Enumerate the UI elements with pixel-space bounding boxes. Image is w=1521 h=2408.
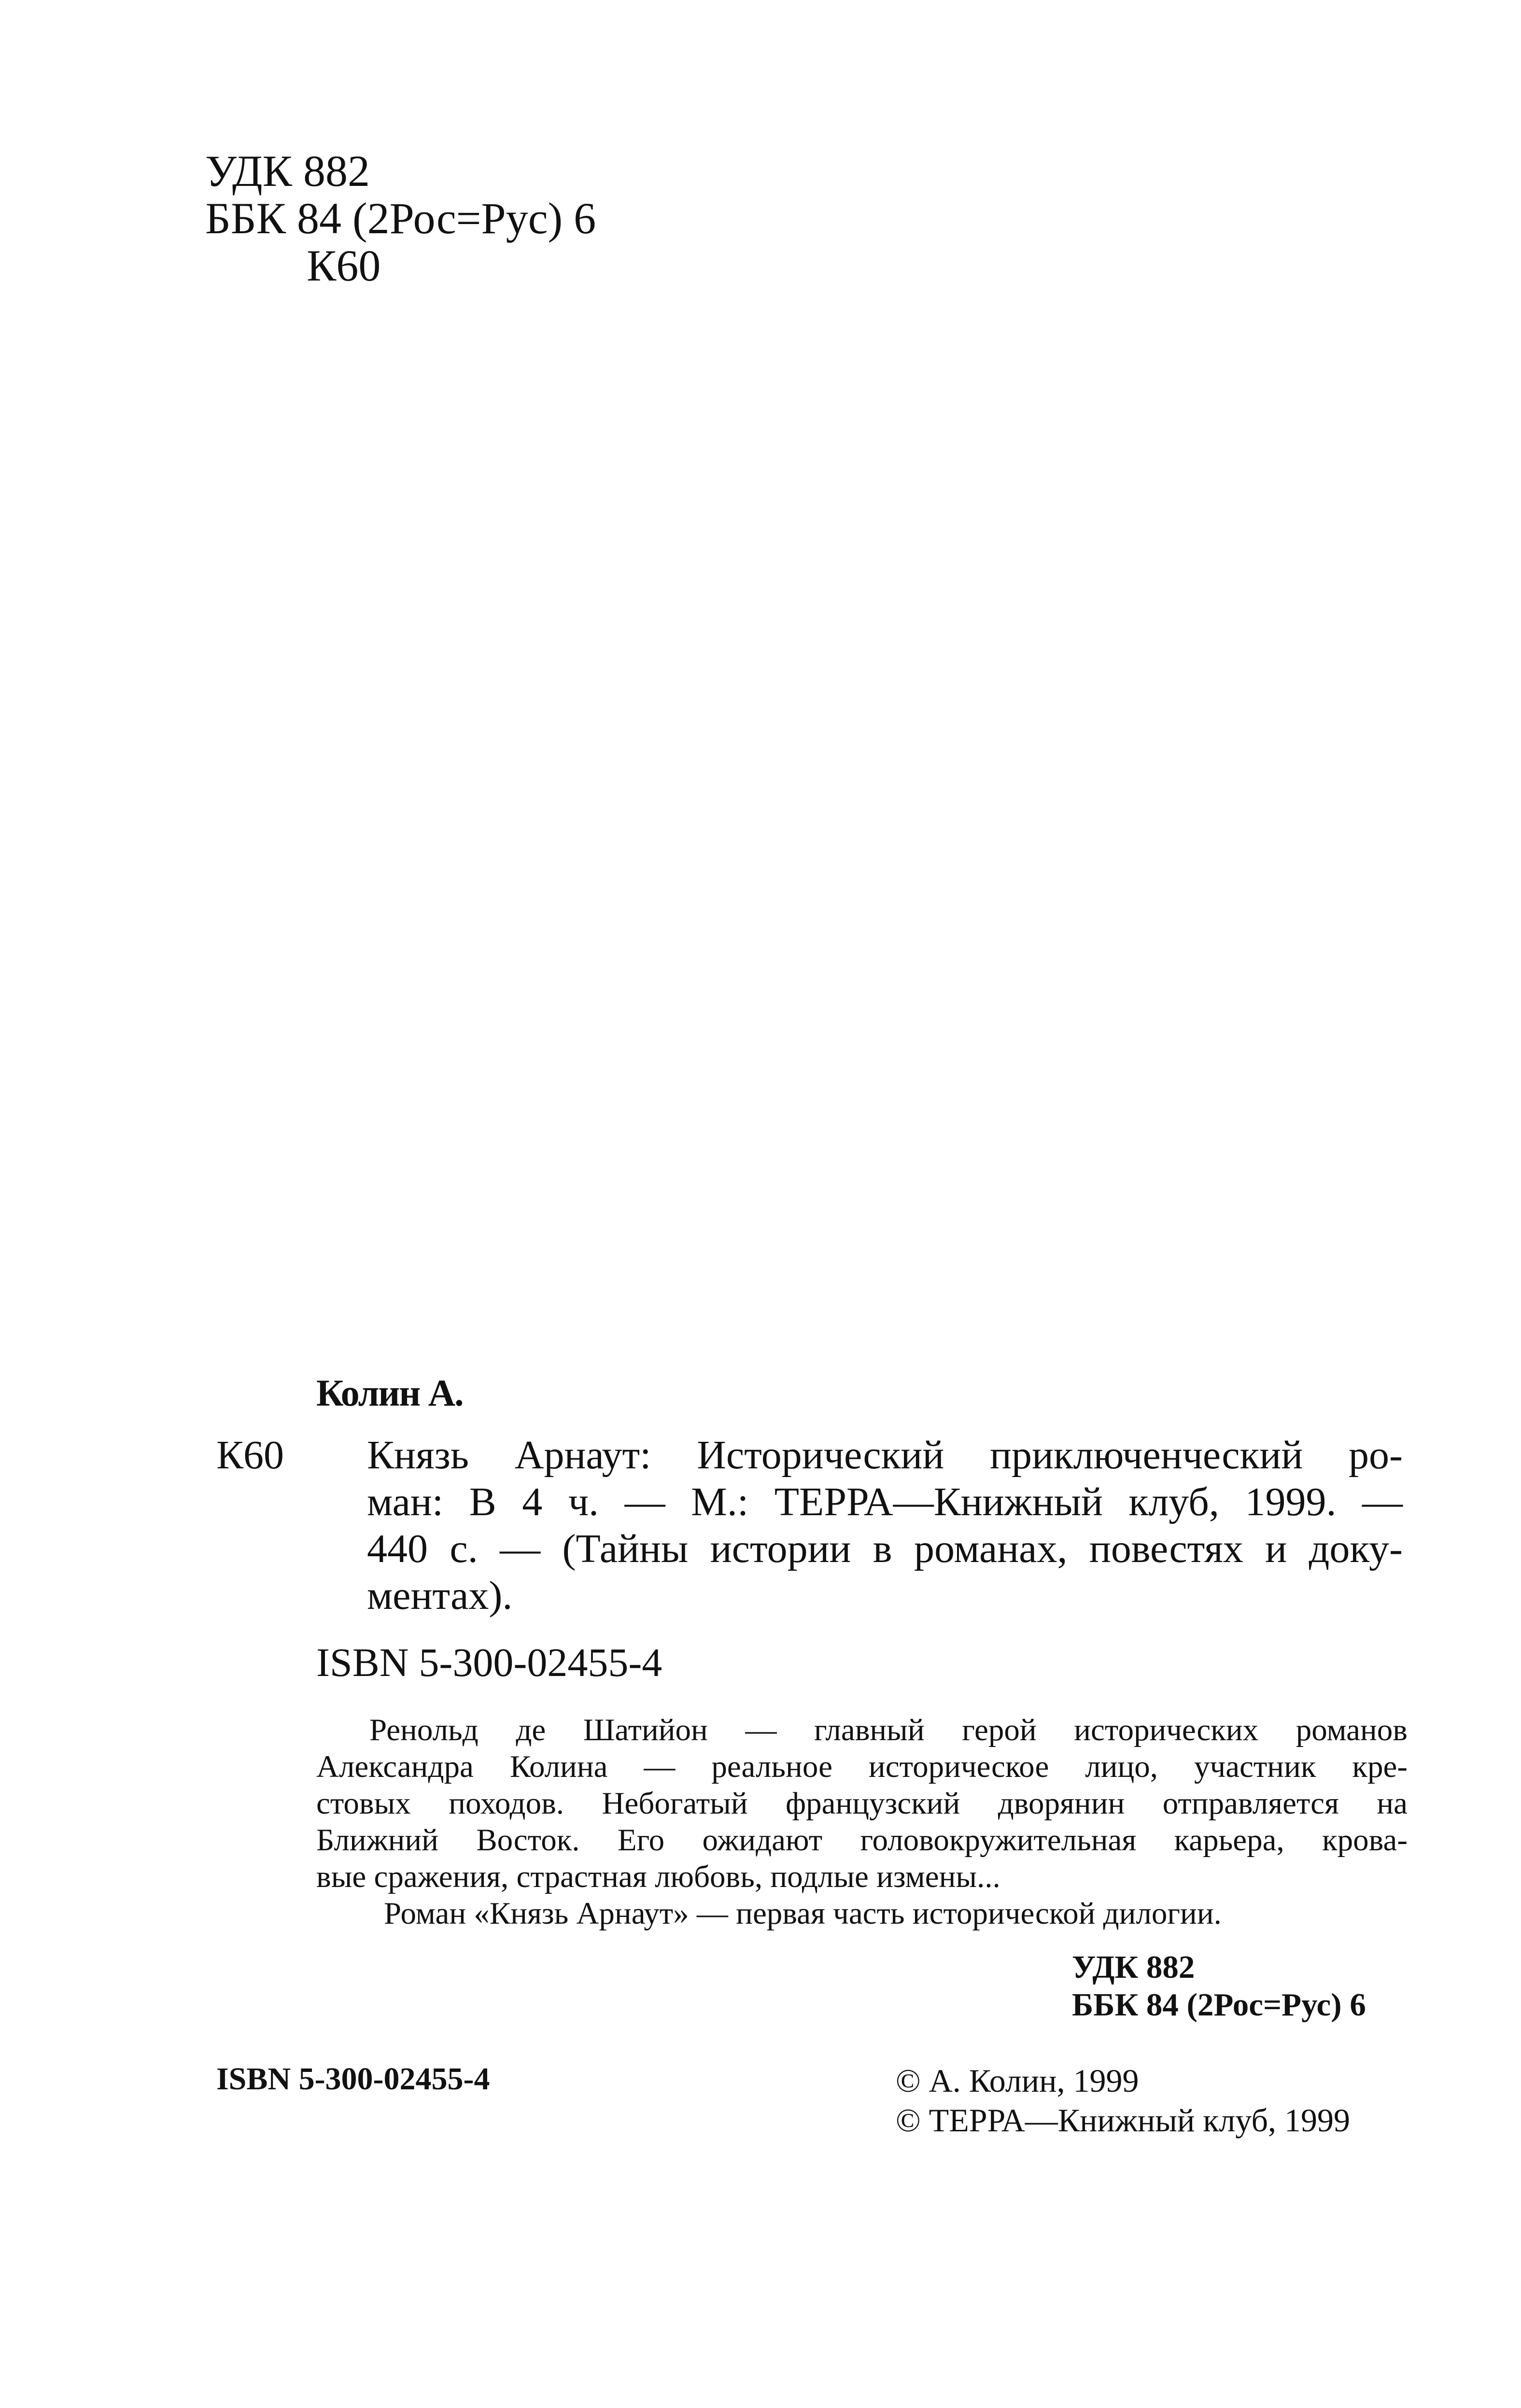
annotation-line: Ближний Восток. Его ожидают головокружительная карьера, крова- <box>316 1823 1408 1858</box>
record-line: 440 с. — (Тайны истории в романах, повестях и доку- <box>367 1526 1403 1571</box>
author-name: Колин А. <box>316 1372 463 1414</box>
record-line: ман: В 4 ч. — М.: ТЕРРА—Книжный клуб, 1999. — <box>367 1479 1403 1524</box>
bibliographic-record <box>367 1432 1403 1619</box>
copyright-block <box>896 2061 1350 2140</box>
udk-code: УДК 882 <box>205 146 370 196</box>
bbk-code: ББК 84 (2Рос=Рус) 6 <box>205 194 596 243</box>
annotation-line: Александра Колина — реальное историческое лицо, участник кре- <box>316 1749 1408 1784</box>
bottom-classification-block <box>1072 1948 1366 2024</box>
copyright-publisher: © ТЕРРА—Книжный клуб, 1999 <box>896 2102 1351 2139</box>
author-mark: К60 <box>307 241 381 290</box>
record-line: ментах). <box>367 1573 513 1618</box>
annotation-line: вые сражения, страстная любовь, подлые измены... <box>316 1859 1000 1894</box>
bbk-code-bottom: ББК 84 (2Рос=Рус) 6 <box>1072 1987 1366 2023</box>
record-author-mark: К60 <box>216 1433 284 1478</box>
top-classification-block <box>205 147 596 289</box>
annotation-line: Ренольд де Шатийон — главный герой исторических романов <box>369 1713 1408 1747</box>
isbn-main: ISBN 5-300-02455-4 <box>316 1640 662 1685</box>
annotation-line: стовых походов. Небогатый французский дворянин отправляется на <box>316 1786 1408 1821</box>
copyright-author: © А. Колин, 1999 <box>896 2062 1139 2099</box>
udk-code-bottom: УДК 882 <box>1072 1949 1195 1985</box>
annotation-text <box>316 1712 1408 1932</box>
annotation-second-paragraph: Роман «Князь Арнаут» — первая часть исторической дилогии. <box>384 1896 1222 1931</box>
isbn-bottom: ISBN 5-300-02455-4 <box>216 2061 490 2097</box>
record-line: Князь Арнаут: Исторический приключенческий ро- <box>367 1433 1403 1478</box>
